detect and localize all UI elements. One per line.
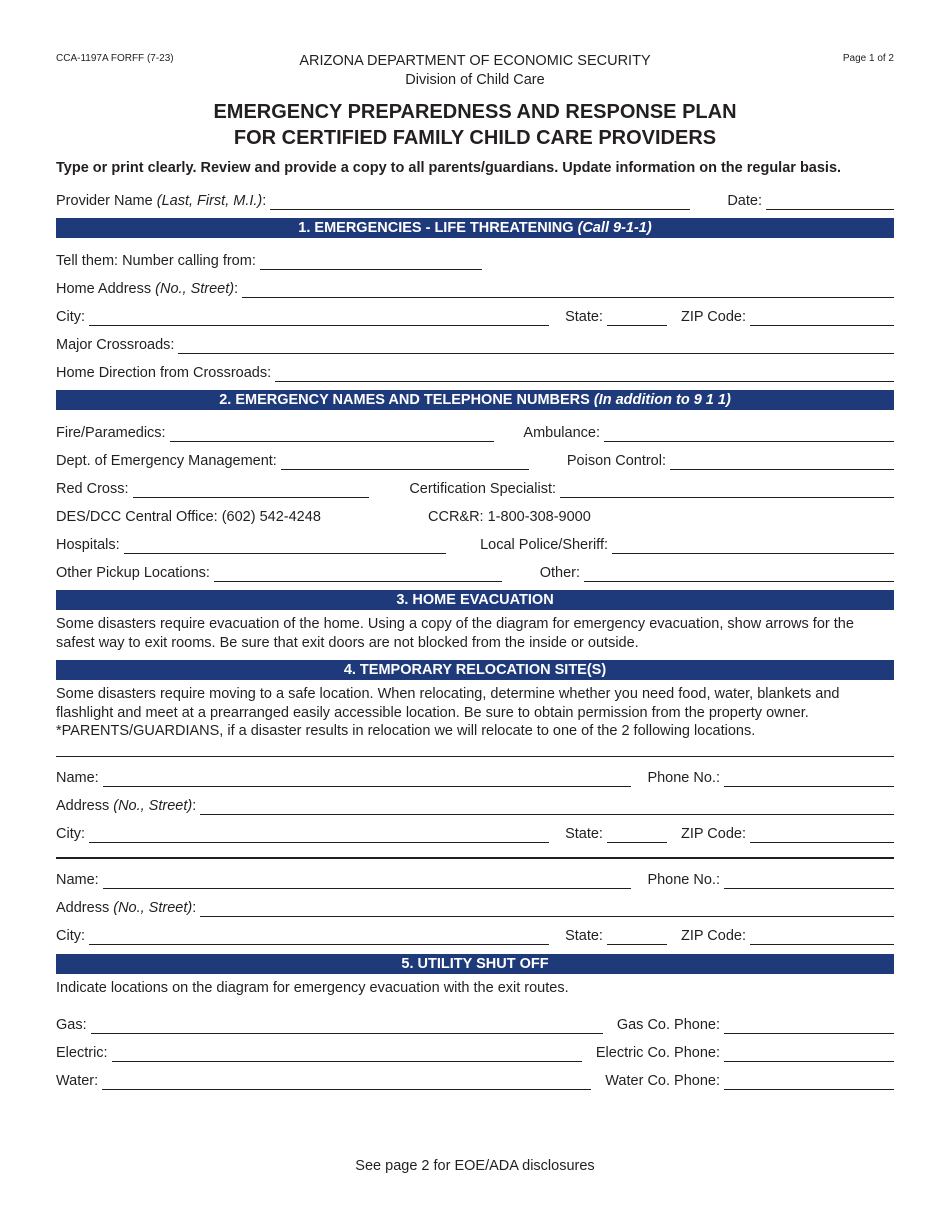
site2-address-row xyxy=(56,897,894,917)
fire-row xyxy=(56,422,894,442)
site1-zip-label: ZIP Code: xyxy=(680,826,746,842)
site1-address-label: Address (No., Street): xyxy=(56,798,197,814)
ambulance-label: Ambulance: xyxy=(523,425,600,441)
home-city-row xyxy=(56,306,894,326)
cert-label: Certification Specialist: xyxy=(409,481,556,497)
dem-row xyxy=(56,450,894,470)
electric-phone-field[interactable] xyxy=(724,1045,894,1062)
other-label: Other: xyxy=(539,565,580,581)
site1-name-row xyxy=(56,767,894,787)
home-state-field[interactable] xyxy=(607,309,667,326)
crossroads-field[interactable] xyxy=(178,337,894,354)
water-row xyxy=(56,1070,894,1090)
site1-address-field[interactable] xyxy=(200,798,894,815)
agency-name: ARIZONA DEPARTMENT OF ECONOMIC SECURITY xyxy=(299,53,651,69)
direction-row xyxy=(56,362,894,382)
site2-name-field[interactable] xyxy=(103,872,632,889)
pickup-row xyxy=(56,562,894,582)
section5-text: Indicate locations on the diagram for emergency evacuation with the exit routes. xyxy=(56,980,569,996)
poison-field[interactable] xyxy=(670,453,894,470)
number-calling-field[interactable] xyxy=(260,253,482,270)
site2-zip-label: ZIP Code: xyxy=(680,928,746,944)
direction-field[interactable] xyxy=(275,365,894,382)
des-dcc-central-office: DES/DCC Central Office: (602) 542-4248 xyxy=(56,509,321,525)
electric-label: Electric: xyxy=(56,1045,108,1061)
ccrr-phone: CCR&R: 1-800-308-9000 xyxy=(428,509,591,525)
site1-city-row xyxy=(56,823,894,843)
redcross-field[interactable] xyxy=(133,481,369,498)
pickup-field[interactable] xyxy=(214,565,502,582)
provider-name-label: Provider Name (Last, First, M.I.): xyxy=(56,193,267,209)
site1-phone-label: Phone No.: xyxy=(647,770,720,786)
site1-address-row xyxy=(56,795,894,815)
state-label: State: xyxy=(565,309,603,325)
section2-header: 2. EMERGENCY NAMES AND TELEPHONE NUMBERS (In addition to 9 1 1) xyxy=(56,390,894,410)
section4-header: 4. TEMPORARY RELOCATION SITE(S) xyxy=(56,660,894,680)
other-field[interactable] xyxy=(584,565,894,582)
water-phone-label: Water Co. Phone: xyxy=(605,1073,720,1089)
site1-state-field[interactable] xyxy=(607,826,667,843)
section4-text: Some disasters require moving to a safe location. When relocating, determine whether you need food, water, blankets and flashlight and meet at a prearranged easily accessible location. Be sure to obtain permission from the property owner. *PARENTS/GUARDIANS, if a disaster results in relocation we will relocate to one of the 2 following locations. xyxy=(56,686,840,739)
cert-field[interactable] xyxy=(560,481,894,498)
section3-text: Some disasters require evacuation of the home. Using a copy of the diagram for emergency evacuation, show arrows for the safest way to exit rooms. Be sure that exit doors are not blocked from the inside or outside. xyxy=(56,616,854,651)
site2-phone-label: Phone No.: xyxy=(647,872,720,888)
site2-address-label: Address (No., Street): xyxy=(56,900,197,916)
water-phone-field[interactable] xyxy=(724,1073,894,1090)
water-label: Water: xyxy=(56,1073,99,1089)
electric-row xyxy=(56,1042,894,1062)
hospitals-row xyxy=(56,534,894,554)
gas-field[interactable] xyxy=(91,1017,603,1034)
site-divider xyxy=(56,857,894,859)
fire-label: Fire/Paramedics: xyxy=(56,425,166,441)
direction-label: Home Direction from Crossroads: xyxy=(56,365,272,381)
site2-state-label: State: xyxy=(565,928,603,944)
section1-header: 1. EMERGENCIES - LIFE THREATENING (Call 9-1-1) xyxy=(56,218,894,238)
footer-note: See page 2 for EOE/ADA disclosures xyxy=(355,1158,595,1174)
hospitals-field[interactable] xyxy=(124,537,446,554)
page-number: Page 1 of 2 xyxy=(842,53,894,64)
site2-address-field[interactable] xyxy=(200,900,894,917)
hospitals-label: Hospitals: xyxy=(56,537,120,553)
date-label: Date: xyxy=(727,193,762,209)
site1-state-label: State: xyxy=(565,826,603,842)
gas-row xyxy=(56,1014,894,1034)
gas-phone-field[interactable] xyxy=(724,1017,894,1034)
redcross-label: Red Cross: xyxy=(56,481,129,497)
police-field[interactable] xyxy=(612,537,894,554)
site1-phone-field[interactable] xyxy=(724,770,894,787)
site1-city-field[interactable] xyxy=(89,826,549,843)
fire-field[interactable] xyxy=(170,425,494,442)
section5-header: 5. UTILITY SHUT OFF xyxy=(56,954,894,974)
dem-field[interactable] xyxy=(281,453,529,470)
site2-zip-field[interactable] xyxy=(750,928,894,945)
form-title-line1: EMERGENCY PREPAREDNESS AND RESPONSE PLAN xyxy=(213,101,737,123)
central-office-row xyxy=(56,506,894,526)
site1-city-label: City: xyxy=(56,826,85,842)
redcross-row xyxy=(56,478,894,498)
zip-label: ZIP Code: xyxy=(680,309,746,325)
police-label: Local Police/Sheriff: xyxy=(480,537,608,553)
date-field[interactable] xyxy=(766,193,894,210)
divider xyxy=(56,756,894,757)
gas-label: Gas: xyxy=(56,1017,87,1033)
crossroads-row xyxy=(56,334,894,354)
home-address-label: Home Address (No., Street): xyxy=(56,281,239,297)
form-number: CCA-1197A FORFF (7-23) xyxy=(56,53,174,64)
pickup-label: Other Pickup Locations: xyxy=(56,565,210,581)
site2-name-row xyxy=(56,869,894,889)
site2-city-row xyxy=(56,925,894,945)
water-field[interactable] xyxy=(102,1073,591,1090)
site2-state-field[interactable] xyxy=(607,928,667,945)
crossroads-label: Major Crossroads: xyxy=(56,337,175,353)
electric-phone-label: Electric Co. Phone: xyxy=(595,1045,720,1061)
provider-row xyxy=(56,190,894,210)
number-calling-label: Tell them: Number calling from: xyxy=(56,253,256,269)
section3-header: 3. HOME EVACUATION xyxy=(56,590,894,610)
site1-name-field[interactable] xyxy=(103,770,632,787)
poison-label: Poison Control: xyxy=(566,453,666,469)
site1-zip-field[interactable] xyxy=(750,826,894,843)
site2-city-label: City: xyxy=(56,928,85,944)
site2-name-label: Name: xyxy=(56,872,99,888)
division-name: Division of Child Care xyxy=(405,72,545,88)
electric-field[interactable] xyxy=(112,1045,582,1062)
home-address-row xyxy=(56,278,894,298)
site1-name-label: Name: xyxy=(56,770,99,786)
ambulance-field[interactable] xyxy=(604,425,894,442)
site2-phone-field[interactable] xyxy=(724,872,894,889)
form-title-line2: FOR CERTIFIED FAMILY CHILD CARE PROVIDERS xyxy=(233,127,717,149)
provider-name-field[interactable] xyxy=(270,193,690,210)
number-calling-row xyxy=(56,250,894,270)
home-city-field[interactable] xyxy=(89,309,549,326)
dem-label: Dept. of Emergency Management: xyxy=(56,453,277,469)
instructions: Type or print clearly. Review and provide a copy to all parents/guardians. Update information on the regular basis. xyxy=(56,160,842,176)
home-address-field[interactable] xyxy=(242,281,894,298)
site2-city-field[interactable] xyxy=(89,928,549,945)
home-zip-field[interactable] xyxy=(750,309,894,326)
city-label: City: xyxy=(56,309,85,325)
gas-phone-label: Gas Co. Phone: xyxy=(616,1017,720,1033)
